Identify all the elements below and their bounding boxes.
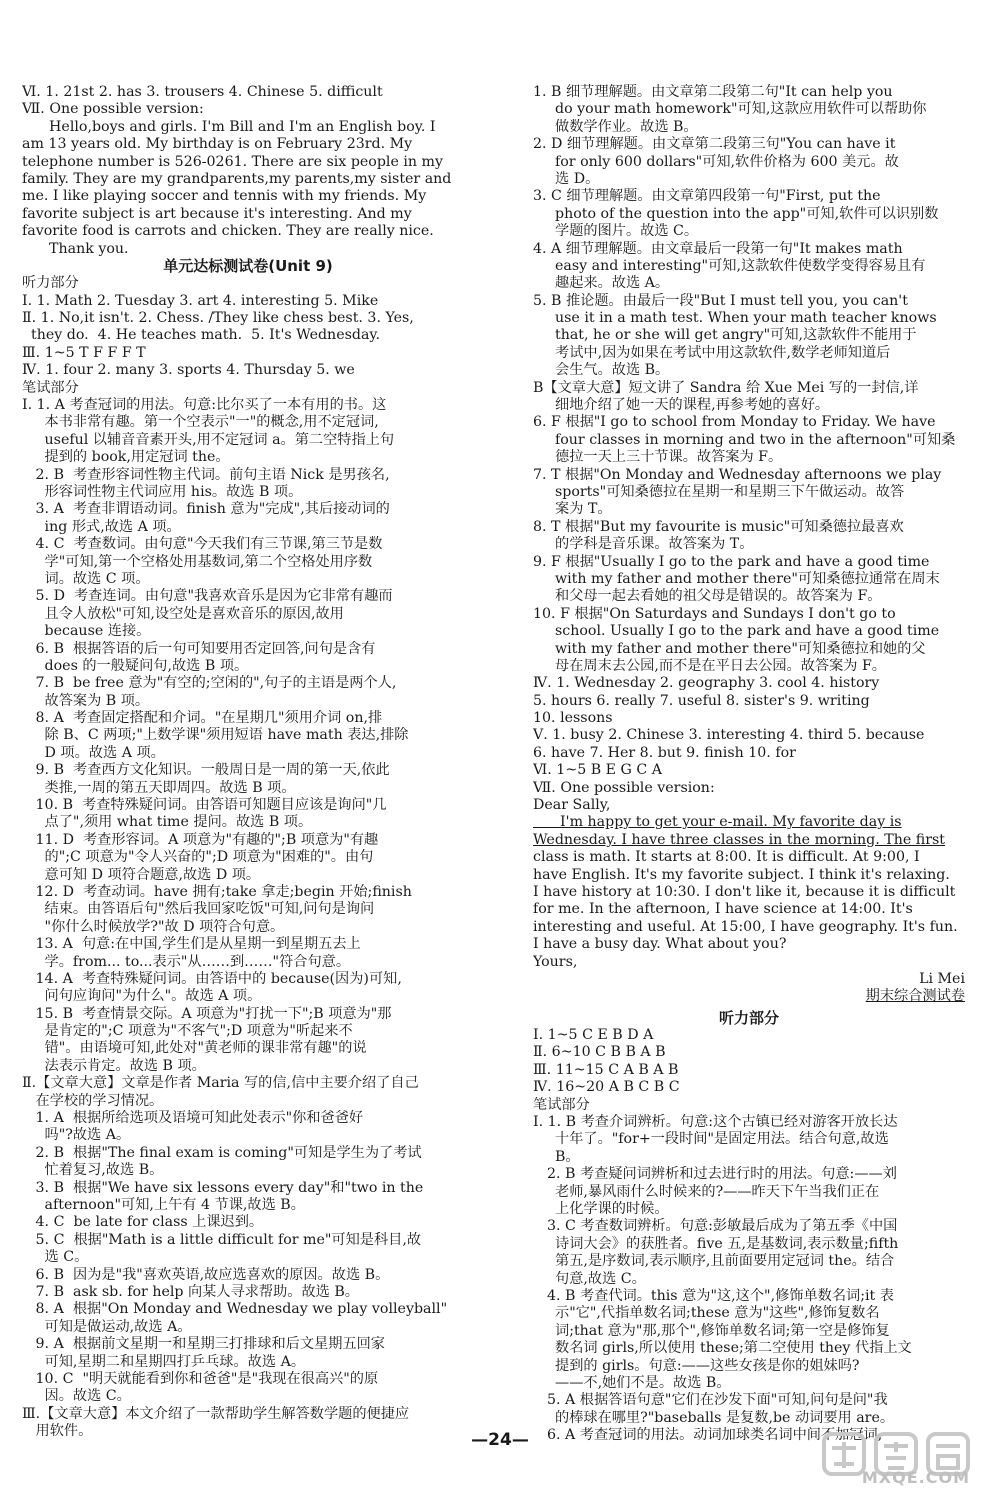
left-line: Ⅰ. 1. Math 2. Tuesday 3. art 4. interesting 5. Mike: [22, 292, 379, 309]
left-line: favorite food is carrots and chicken. They are really nice.: [22, 223, 434, 240]
left-line: 是肯定的";C 项意为"不客气";D 项意为"听起来不: [22, 1023, 353, 1040]
right-line: 笔试部分: [533, 1096, 590, 1113]
right-column: [533, 84, 965, 1444]
right-line: 3. C 考查数词辨析。句意:彭敏最后成为了第五季《中国: [547, 1218, 898, 1235]
right-line: 学题的图片。故选 C。: [555, 223, 699, 240]
left-line: 14. A 考查特殊疑问词。由答语中的 because(因为)可知,: [22, 970, 402, 987]
left-line: 6. B 因为是"我"喜欢英语,故应选喜欢的原因。故选 B。: [22, 1266, 390, 1283]
right-line: four classes in morning and two in the afternoon"可知桑: [555, 431, 956, 448]
left-line: 类推,一周的第五天即周四。故选 B 项。: [22, 779, 296, 796]
right-line: Ⅰ. 1~5 C E B D A: [533, 1027, 654, 1044]
left-line: Ⅵ. 1. 21st 2. has 3. trousers 4. Chinese 5. difficult: [22, 84, 383, 100]
right-line: 诗词大会》的获胜者。five 五,是基数词,表示数量;fifth: [555, 1235, 899, 1252]
left-line: 法表示肯定。故选 B 项。: [22, 1057, 206, 1074]
left-line: 15. B 考查情景交际。A 项意为"打扰一下";B 项意为"那: [22, 1005, 392, 1022]
right-line: 母在周末去公园,而不是在平日去公园。故答案为 F。: [555, 657, 886, 674]
right-line: Yours,: [533, 953, 578, 970]
right-line: 考试中,因为如果在考试中用这款软件,数学老师知道后: [555, 344, 891, 361]
left-line: D 项。故选 A 项。: [22, 744, 165, 761]
page-number: —24—: [471, 1430, 529, 1450]
left-line: 2. B 考查形容词性物主代词。前句主语 Nick 是男孩名,: [22, 466, 390, 483]
right-line: Ⅶ. One possible version:: [533, 779, 715, 796]
left-line: 2. B 根据"The final exam is coming"可知是学生为了考试: [22, 1144, 422, 1161]
left-line: 的";C 项意为"令人兴奋的";D 项意为"困难的"。由句: [22, 849, 374, 866]
right-line: Ⅲ. 11~15 C A B A B: [533, 1061, 679, 1078]
left-line: 故答案为 B 项。: [22, 692, 150, 709]
left-line: Hello,boys and girls. I'm Bill and I'm an English boy. I: [22, 118, 436, 135]
left-line: family. They are my grandparents,my parents,my sister and: [22, 170, 452, 187]
left-line: 本书非常有趣。第一个空表示"一"的概念,用不定冠词,: [22, 414, 379, 431]
right-line: 9. F 根据"Usually I go to the park and have a good time: [533, 553, 930, 570]
left-line: 8. A 考查固定搭配和介词。"在星期几"须用介词 on,排: [22, 710, 383, 727]
left-line: 吗"?故选 A。: [22, 1127, 131, 1144]
right-line: with my father and mother there"可知桑德拉和她的父: [555, 640, 926, 657]
right-line: 第五,是序数词,表示顺序,且前面要用定冠词 the。结合: [555, 1253, 895, 1270]
right-line: Ⅰ. 1. B 考查介词辨析。句意:这个古镇已经对游客开放长达: [533, 1114, 898, 1131]
left-line: 笔试部分: [22, 379, 79, 396]
left-line: 5. C 根据"Math is a little difficult for me"可知是科目,故: [22, 1231, 422, 1248]
left-line: does 的一般疑问句,故选 B 项。: [22, 657, 249, 674]
right-line: school. Usually I go to the park and have a good time: [555, 623, 940, 640]
left-line: 听力部分: [22, 275, 79, 292]
right-line: 2. B 考查疑问词辨析和过去进行时的用法。句意:——刘: [547, 1166, 897, 1183]
right-line: 2. D 细节理解题。由文章第二段第三句"You can have it: [533, 136, 896, 153]
left-line: 5. D 考查连词。由句意"我喜欢音乐是因为它非常有趣而: [22, 588, 393, 605]
left-line: Ⅰ. 1. A 考查冠词的用法。句意:比尔买了一本有用的书。这: [22, 397, 387, 414]
left-line: 6. B 根据答语的后一句可知要用否定回答,问句是含有: [22, 640, 376, 657]
left-line: 问句应询问"为什么"。故选 A 项。: [22, 988, 262, 1005]
left-line: 选 C。: [22, 1249, 89, 1266]
left-line: 可知是做运动,故选 A。: [22, 1318, 192, 1335]
right-line: 词;that 意为"那,那个",修饰单数名词;第一空是修饰复: [555, 1322, 890, 1339]
left-line: 3. B 根据"We have six lessons every day"和"two in the: [22, 1179, 424, 1196]
right-line: 期末综合测试卷: [865, 988, 965, 1005]
left-line: 词。故选 C 项。: [22, 570, 150, 587]
left-line: 1. A 根据所给选项及语境可知此处表示"你和爸爸好: [22, 1110, 364, 1127]
right-line: 的棒球在哪里?"baseballs 是复数,be 动词要用 are。: [555, 1409, 895, 1426]
left-line: 3. A 考查非谓语动词。finish 意为"完成",其后接动词的: [22, 501, 390, 518]
right-line: 6. A 考查冠词的用法。动词加球类名词中间不加冠词,: [547, 1427, 883, 1444]
right-line: 趣起来。故选 A。: [555, 275, 670, 292]
right-line: photo of the question into the app"可知,软件可以识别数: [555, 205, 939, 222]
right-line: 会生气。故选 B。: [555, 362, 670, 379]
right-line: I'm happy to get your e-mail. My favorite day is: [533, 814, 902, 831]
left-line: 8. A 根据"On Monday and Wednesday we play volleyball": [22, 1301, 448, 1318]
right-line: that, he or she will get angry"可知,这款软件不能用于: [555, 327, 917, 344]
left-line: they do. 4. He teaches math. 5. It's Wednesday.: [22, 327, 381, 344]
right-line: 句意,故选 C。: [555, 1270, 646, 1287]
left-line: 形容词性物主代词应用 his。故选 B 项。: [22, 483, 303, 500]
watermark-text: MXQE.COM: [861, 1468, 970, 1487]
left-line: 且令人放松"可知,设空处是喜欢音乐的原因,故用: [22, 605, 344, 622]
right-line: easy and interesting"可知,这款软件使数学变得容易且有: [555, 257, 926, 274]
right-line: 示"它",代指单数名词;these 意为"这些",修饰复数名: [555, 1305, 880, 1322]
right-line: B【文章大意】短文讲了 Sandra 给 Xue Mei 写的一封信,详: [533, 379, 919, 396]
right-line: 4. B 考查代词。this 意为"这,这个",修饰单数名词;it 表: [547, 1287, 894, 1304]
right-line: Ⅳ. 16~20 A B C B C: [533, 1079, 680, 1096]
left-line: Ⅲ. 1~5 T F F F T: [22, 344, 146, 361]
left-line: 9. A 根据前文星期一和星期三打排球和后文星期五回家: [22, 1336, 385, 1353]
right-line: Ⅵ. 1~5 B E G C A: [533, 762, 662, 779]
right-line: for only 600 dollars"可知,软件价格为 600 美元。故: [555, 153, 899, 170]
left-line: 忙着复习,故选 B。: [22, 1162, 164, 1179]
right-line: 的学科是音乐课。故答案为 T。: [555, 536, 754, 553]
right-line: Ⅴ. 1. busy 2. Chinese 3. interesting 4. third 5. because: [533, 727, 925, 744]
left-line: 7. B be free 意为"有空的;空闲的",句子的主语是两个人,: [22, 675, 397, 692]
left-line: Ⅱ.【文章大意】文章是作者 Maria 写的信,信中主要介绍了自己: [22, 1075, 419, 1092]
left-line: 10. B 考查特殊疑问词。由答语可知题目应该是询问"几: [22, 797, 387, 814]
left-line: 因。故选 C。: [22, 1388, 131, 1405]
right-line: 10. lessons: [533, 710, 613, 727]
left-line: 12. D 考查动词。have 拥有;take 拿走;begin 开始;finish: [22, 883, 412, 900]
right-line: 数名词 girls,所以使用 these;第二空使用 they 代指上文: [555, 1340, 912, 1357]
right-line: Li Mei: [919, 970, 965, 987]
left-line: 除 B、C 两项;"上数学课"须用短语 have math 表达,排除: [22, 727, 409, 744]
left-line: 学。from... to...表示"从……到……"符合句意。: [22, 953, 351, 970]
left-line: 4. C 考查数词。由句意"今天我们有三节课,第三节是数: [22, 536, 383, 553]
right-line: 5. B 推论题。由最后一段"But I must tell you, you can't: [533, 292, 908, 309]
left-line: 结束。由答语后句"然后我回家吃饭"可知,问句是询问: [22, 901, 375, 918]
left-line: 7. B ask sb. for help 向某人寻求帮助。故选 B。: [22, 1283, 359, 1300]
right-line: 做数学作业。故选 B。: [555, 118, 698, 135]
right-line: 案为 T。: [555, 501, 612, 518]
left-line: 可知,星期二和星期四打乒乓球。故选 A。: [22, 1353, 306, 1370]
left-line: Ⅱ. 1. No,it isn't. 2. Chess. /They like chess best. 3. Yes,: [22, 310, 414, 327]
right-line: 细地介绍了她一天的课程,再参考她的喜好。: [555, 397, 830, 414]
right-line: 3. C 细节理解题。由文章第四段第一句"First, put the: [533, 188, 881, 205]
right-line: B。: [555, 1148, 580, 1165]
right-line: class is math. It starts at 8:00. It is difficult. At 9:00, I: [533, 849, 920, 866]
left-line: 4. C be late for class 上课迟到。: [22, 1214, 264, 1231]
right-line: 德拉一天上三十节课。故答案为 F。: [555, 449, 783, 466]
right-line: 十年了。"for+一段时间"是固定用法。结合句意,故选: [555, 1131, 889, 1148]
left-line: useful 以辅音音素开头,用不定冠词 a。第二空特指上句: [22, 431, 395, 448]
right-line: for me. In the afternoon, I have science at 14:00. It's: [533, 901, 913, 918]
left-line: 10. C "明天就能看到你和爸爸"是"我现在很高兴"的原: [22, 1370, 379, 1387]
left-line: 提到的 book,用定冠词 the。: [22, 449, 230, 466]
right-line: interesting and useful. At 15:00, I have geography. It's fun.: [533, 918, 958, 935]
right-line: 5. A 根据答语句意"它们在沙发下面"可知,问句是问"我: [547, 1392, 888, 1409]
right-line: ——不,她们不是。故选 B。: [555, 1374, 731, 1391]
left-line: telephone number is 526-0261. There are six people in my: [22, 153, 444, 170]
left-line: Ⅲ.【文章大意】本文介绍了一款帮助学生解答数学题的便捷应: [22, 1405, 410, 1422]
right-line: Wednesday. I have three classes in the morning. The first: [533, 831, 946, 848]
left-line: Ⅳ. 1. four 2. many 3. sports 4. Thursday 5. we: [22, 362, 355, 379]
left-line: afternoon"可知,上午有 4 节课,故选 B。: [22, 1197, 305, 1213]
right-line: do your math homework"可知,这款应用软件可以帮助你: [555, 101, 927, 118]
left-line: ing 形式,故选 A 项。: [22, 518, 181, 535]
left-line: am 13 years old. My birthday is on February 23rd. My: [22, 136, 413, 153]
right-line: Ⅳ. 1. Wednesday 2. geography 3. cool 4. history: [533, 675, 880, 692]
right-line: sports"可知桑德拉在星期一和星期三下午做运动。故答: [555, 483, 905, 500]
left-line: 错"。由语境可知,此处对"黄老师的课非常有趣"的说: [22, 1040, 367, 1057]
right-line: 10. F 根据"On Saturdays and Sundays I don't go to: [533, 605, 896, 622]
right-line: use it in a math test. When your math teacher knows: [555, 310, 937, 327]
right-line: Ⅱ. 6~10 C B B A B: [533, 1044, 666, 1061]
left-line: favorite subject is art because it's interesting. And my: [22, 205, 412, 222]
right-line: 1. B 细节理解题。由文章第二段第二句"It can help you: [533, 84, 893, 100]
left-line: me. I like playing soccer and tennis with my friends. My: [22, 188, 427, 205]
left-line: 点了",须用 what time 提问。故选 B 项。: [22, 814, 313, 831]
right-line: 7. T 根据"On Monday and Wednesday afternoons we play: [533, 466, 942, 483]
left-line: 11. D 考查形容词。A 项意为"有趣的";B 项意为"有趣: [22, 831, 379, 848]
right-line: 提到的 girls。句意:——这些女孩是你的姐妹吗?: [555, 1357, 860, 1374]
right-line: have English. It's my favorite subject. I think it's relaxing.: [533, 866, 950, 883]
left-line: 单元达标测试卷(Unit 9): [163, 257, 333, 275]
left-line: "你什么时候放学?"故 D 项符合句意。: [22, 918, 285, 935]
left-column: [22, 84, 474, 1440]
left-line: 学"可知,第一个空格处用基数词,第二个空格处用序数: [22, 553, 373, 570]
left-line: 在学校的学习情况。: [22, 1092, 164, 1109]
left-line: 意可知 D 项符合题意,故选 D 项。: [22, 866, 261, 883]
right-line: 老师,暴风雨什么时候来的?——昨天下午当我们正在: [555, 1183, 880, 1200]
right-line: 6. F 根据"I go to school from Monday to Friday. We have: [533, 414, 936, 431]
right-line: 6. have 7. Her 8. but 9. finish 10. for: [533, 744, 796, 761]
right-line: 4. A 细节理解题。由文章最后一段第一句"It makes math: [533, 240, 903, 257]
right-line: 听力部分: [718, 1009, 779, 1027]
right-line: with my father and mother there"可知桑德拉通常在周末: [555, 570, 940, 587]
right-line: 8. T 根据"But my favourite is music"可知桑德拉最喜欢: [533, 518, 904, 535]
left-line: 9. B 考查西方文化知识。一般周日是一周的第一天,依此: [22, 762, 390, 779]
left-line: because 连接。: [22, 623, 151, 640]
left-line: 13. A 句意:在中国,学生们是从星期一到星期五去上: [22, 936, 361, 953]
left-line: Thank you.: [22, 240, 129, 257]
right-line: I have history at 10:30. I don't like it, because it is difficult: [533, 883, 956, 900]
right-line: Dear Sally,: [533, 797, 611, 814]
right-line: 选 D。: [555, 170, 600, 187]
left-line: 用软件。: [22, 1423, 93, 1440]
right-line: 和父母一起去看她的祖父母是错误的。故答案为 F。: [555, 588, 882, 605]
right-line: 上化学课的时候。: [555, 1201, 669, 1217]
left-line: Ⅶ. One possible version:: [22, 101, 204, 118]
right-line: I have a busy day. What about you?: [533, 936, 787, 953]
right-line: 5. hours 6. really 7. useful 8. sister's 9. writing: [533, 692, 870, 709]
